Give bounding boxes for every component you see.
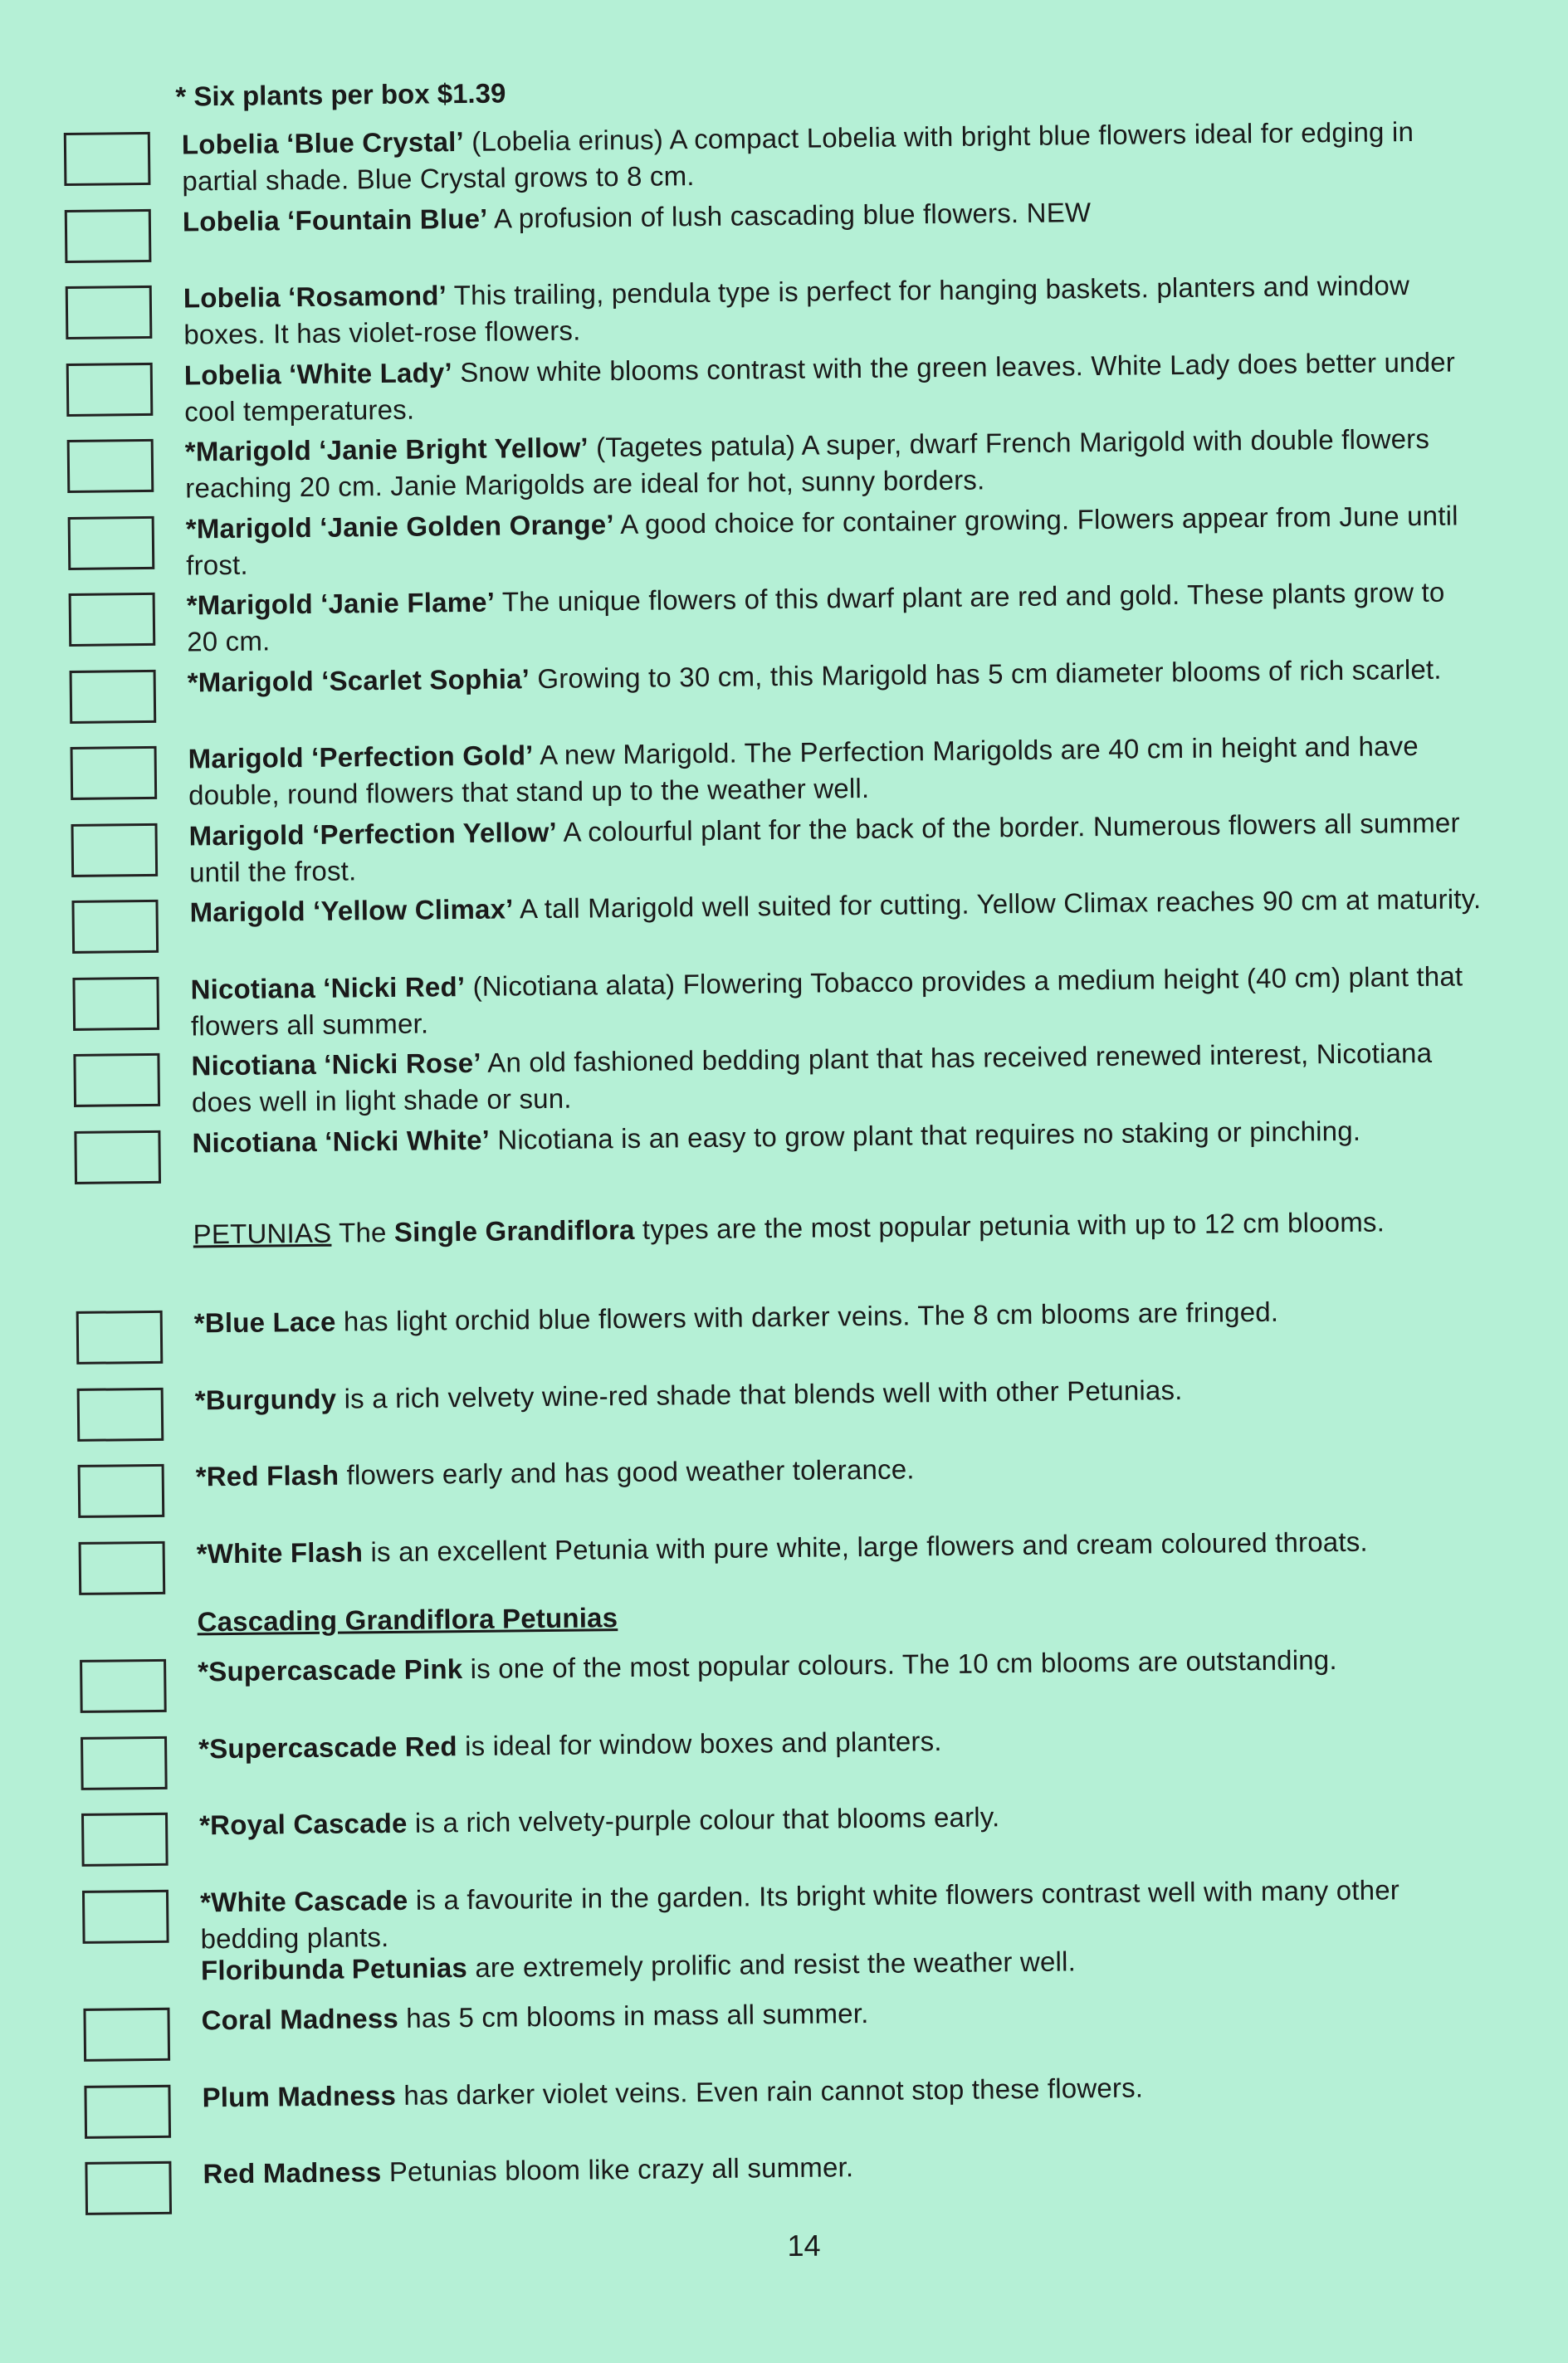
item-description [183,190,1478,240]
plant-details: is a favourite in the garden. Its bright white flowers contrast well with many other bedding plants. [200,1874,1400,1955]
item-description [185,420,1481,506]
plant-name: *Supercascade Red [198,1731,457,1765]
plant-details: (Tagetes patula) A super, dwarf French Marigold with double flowers reaching 20 cm. Janie Marigolds are ideal for hot, sunny borders. [185,422,1430,504]
order-checkbox[interactable] [84,2085,171,2139]
plant-name: *Marigold ‘Scarlet Sophia’ [187,663,530,698]
plant-name: *White Cascade [199,1884,408,1918]
plant-name: Lobelia ‘Fountain Blue’ [182,203,488,237]
order-checkbox[interactable] [68,516,155,570]
item-description [188,727,1483,813]
plant-details: The unique flowers of this dwarf plant are red and gold. These plants grow to 20 cm. [187,576,1445,657]
order-checkbox[interactable] [71,746,158,800]
plant-details: An old fashioned bedding plant that has received renewed interest, Nicotiana does well in light shade or sun. [191,1037,1433,1118]
order-checkbox[interactable] [81,1736,168,1790]
list-item [6,1716,1568,1765]
order-checkbox[interactable] [77,1388,164,1442]
plant-details: Petunias bloom like crazy all summer. [381,2151,854,2188]
plant-details: A good choice for container growing. Flowers appear from June until frost. [186,500,1458,581]
order-checkbox[interactable] [69,593,156,647]
item-description [195,1369,1490,1418]
plant-details: (Nicotiana alata) Flowering Tobacco provides a medium height (40 cm) plant that flowers all summer. [190,960,1463,1042]
item-description [199,1794,1494,1843]
plant-name: Lobelia ‘Rosamond’ [183,280,447,314]
item-description [198,1717,1493,1767]
order-checkbox[interactable] [64,132,151,186]
item-description [187,574,1483,660]
list-item [7,1793,1568,1841]
plant-name: Plum Madness [202,2079,397,2113]
plant-details: has darker violet veins. Even rain cannot stop these flowers. [395,2072,1144,2111]
order-checkbox[interactable] [80,1659,167,1713]
plant-name: *Marigold ‘Janie Golden Orange’ [185,509,614,544]
item-description [191,1034,1487,1120]
cascading-heading: Cascading Grandiflora Petunias [197,1602,618,1638]
order-checkbox[interactable] [81,1813,169,1867]
plant-details: A colourful plant for the back of the border. Numerous flowers all summer until the frost. [188,807,1460,888]
item-description [182,113,1478,199]
order-checkbox[interactable] [71,900,159,954]
order-checkbox[interactable] [74,1130,161,1184]
order-checkbox[interactable] [66,363,154,417]
order-checkbox[interactable] [66,286,153,339]
plant-details: A profusion of lush cascading blue flowers. NEW [487,197,1092,234]
plant-name: Nicotiana ‘Nicki Red’ [190,971,466,1005]
plant-name: Coral Madness [201,2002,399,2036]
order-checkbox[interactable] [71,823,159,877]
list-item [3,1444,1568,1492]
order-checkbox[interactable] [70,670,157,724]
item-description [187,651,1482,701]
price-header: * Six plants per box $1.39 [175,77,506,112]
item-description [194,1291,1489,1341]
plant-details: is ideal for window boxes and planters. [457,1726,942,1762]
plant-details: Growing to 30 cm, this Marigold has 5 cm diameter blooms of rich scarlet. [529,653,1442,695]
petunias-heading: PETUNIAS [193,1217,332,1250]
item-description [183,266,1479,353]
item-description [188,804,1484,891]
plant-name: Marigold ‘Yellow Climax’ [189,893,514,928]
plant-name: *Red Flash [195,1459,339,1492]
list-item [7,1870,1568,1955]
plant-name: *Marigold ‘Janie Bright Yellow’ [184,432,589,467]
list-item [10,2141,1568,2190]
plant-name: Nicotiana ‘Nicki White’ [192,1124,491,1159]
item-description [190,958,1486,1044]
plant-details: is a rich velvety wine-red shade that blends well with other Petunias. [336,1374,1183,1414]
plant-details: flowers early and has good weather tolerance. [339,1453,915,1491]
list-item [4,1521,1568,1570]
plant-details: A new Marigold. The Perfection Marigolds are 40 cm in height and have double, round flowers that stand up to the weather well. [188,730,1419,811]
plant-details: Snow white blooms contrast with the green leaves. White Lady does better under cool temperatures. [184,346,1456,427]
order-checkbox[interactable] [73,1053,160,1107]
plant-name: *Marigold ‘Janie Flame’ [186,586,496,621]
order-checkbox[interactable] [65,209,152,263]
page-number: 14 [787,2228,821,2263]
plant-details: has 5 cm blooms in mass all summer. [398,1997,869,2033]
plant-details: has light orchid blue flowers with darker veins. The 8 cm blooms are fringed. [335,1296,1279,1337]
item-description [196,1445,1491,1495]
order-checkbox[interactable] [85,2161,172,2215]
item-description [198,1640,1492,1690]
order-checkbox[interactable] [76,1311,164,1365]
plant-name: Marigold ‘Perfection Gold’ [188,740,534,774]
plant-name: *Blue Lace [193,1306,336,1339]
item-description [203,2142,1497,2192]
plant-name: *Burgundy [194,1383,337,1416]
item-description [186,497,1482,583]
list-item [9,2065,1568,2113]
cascading-heading-row [4,1589,1568,1638]
plant-name: Nicotiana ‘Nicki Rose’ [191,1047,481,1081]
floribunda-intro: Floribunda Petunias are extremely prolific and resist the weather well. [200,1946,1077,1986]
order-checkbox[interactable] [78,1464,165,1518]
order-checkbox[interactable] [83,2008,170,2062]
plant-details: A tall Marigold well suited for cutting. Yellow Climax reaches 90 cm at maturity. [513,883,1482,925]
item-description [201,1989,1496,2038]
plant-details: is one of the most popular colours. The 10 cm blooms are outstanding. [462,1644,1337,1685]
list-item [0,112,1557,197]
plant-name: *White Flash [196,1536,364,1570]
order-checkbox[interactable] [72,977,159,1031]
plant-name: Marigold ‘Perfection Yellow’ [188,816,558,852]
list-item [2,1291,1568,1339]
order-checkbox[interactable] [82,1890,169,1944]
item-description [192,1111,1487,1161]
plant-details: Nicotiana is an easy to grow plant that requires no staking or pinching. [489,1115,1361,1155]
plant-details: is a rich velvety-purple colour that blooms early. [407,1801,1000,1838]
item-description [196,1522,1491,1572]
item-description [202,2066,1497,2116]
list-item [8,1988,1568,2036]
list-item [5,1639,1568,1687]
order-checkbox[interactable] [79,1541,166,1595]
plant-name: Red Madness [203,2156,382,2190]
list-item [0,957,1566,1042]
plant-name: Lobelia ‘Blue Crystal’ [181,125,465,160]
plant-name: *Royal Cascade [198,1807,408,1841]
plant-details: (Lobelia erinus) A compact Lobelia with bright blue flowers ideal for edging in partial shade. Blue Crystal grows to 8 cm. [182,115,1414,197]
list-item [0,726,1563,811]
plant-details: This trailing, pendula type is perfect for hanging baskets. planters and window boxes. It has violet-rose flowers. [183,270,1410,350]
plant-name: *Supercascade Pink [198,1653,463,1687]
petunias-intro: PETUNIAS The Single Grandiflora types are the most popular petunia with up to 12 cm blooms. [193,1206,1385,1250]
plant-details: is an excellent Petunia with pure white, large flowers and cream coloured throats. [362,1526,1368,1568]
petunias-intro-row [0,1202,1568,1250]
order-checkbox[interactable] [67,439,154,493]
item-description [184,344,1480,430]
plant-name: Lobelia ‘White Lady’ [183,357,453,391]
list-item [2,1368,1568,1416]
list-item [0,266,1559,350]
